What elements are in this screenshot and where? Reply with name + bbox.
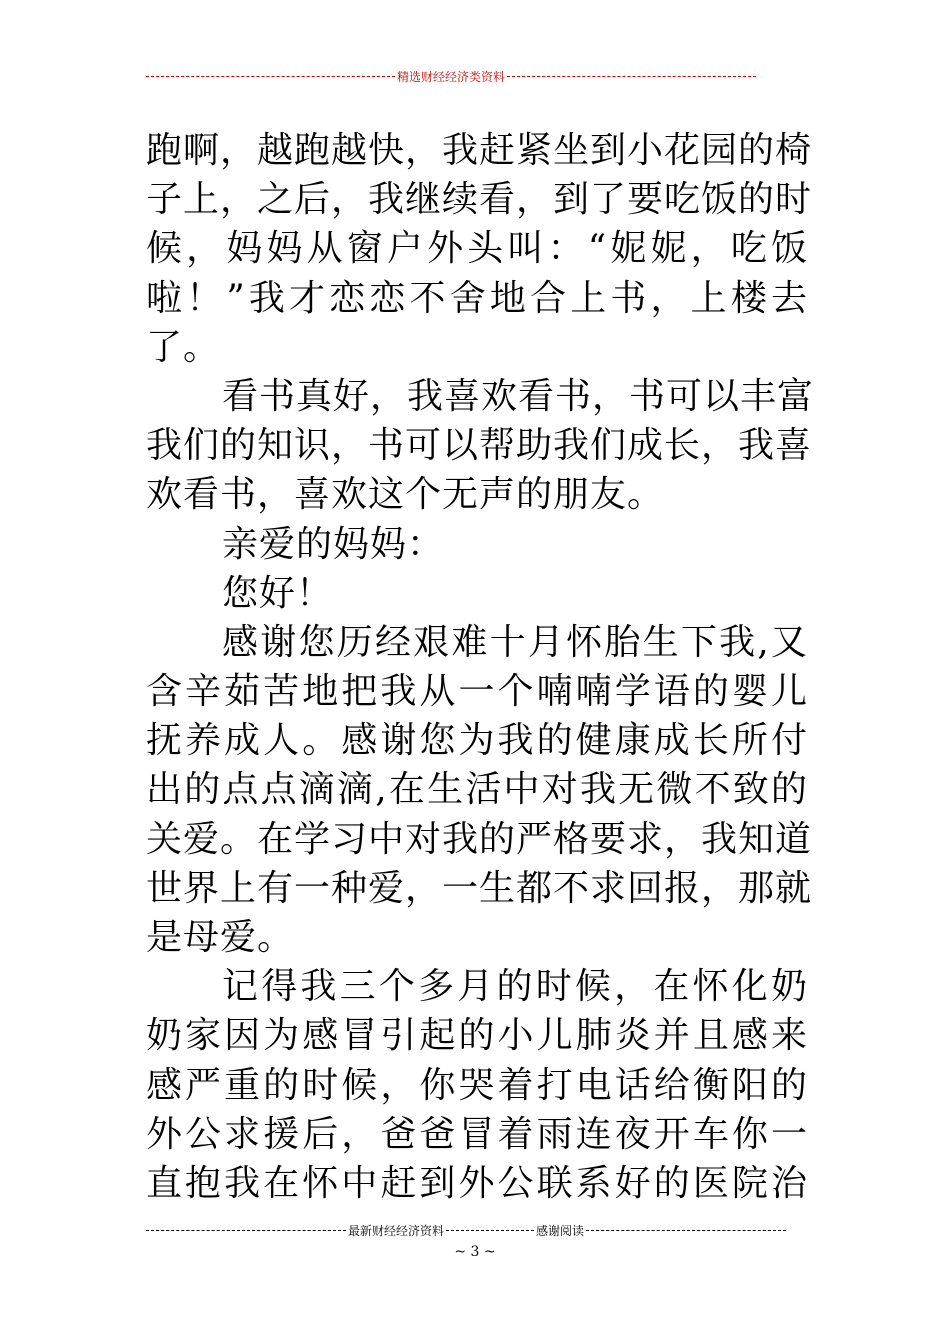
text-line: 跑啊，越跑越快，我赶紧坐到小花园的椅 xyxy=(146,130,813,171)
header-dash-left xyxy=(146,76,395,77)
header-title: 精选财经经济类资料 xyxy=(397,69,506,84)
footer-dash-left xyxy=(146,1230,346,1231)
text-line: 看书真好，我喜欢看书，书可以丰富 xyxy=(222,375,815,417)
text-line: 是母爱。 xyxy=(146,917,295,958)
text-line: 外公求援后，爸爸冒着雨连夜开车你一 xyxy=(146,1113,808,1155)
text-line: 含辛茹苦地把我从一个喃喃学语的婴儿 xyxy=(146,671,808,713)
text-line: 候，妈妈从窗户外头叫：“妮妮，吃饭 xyxy=(146,228,808,270)
footer-dash-middle xyxy=(446,1230,534,1231)
page-number: ~ 3 ~ xyxy=(454,1244,496,1260)
text-line: 啦！”我才恋恋不舍地合上书，上楼去 xyxy=(146,277,808,319)
text-line: 抚养成人。感谢您为我的健康成长所付 xyxy=(146,720,808,762)
footer-rule xyxy=(146,1220,786,1240)
text-line: 关爱。在学习中对我的严格要求，我知道 xyxy=(146,818,813,860)
greeting-line: 您好！ xyxy=(222,572,334,614)
footer-right-text: 感谢阅读 xyxy=(536,1223,585,1238)
text-line: 我们的知识，书可以帮助我们成长，我喜 xyxy=(146,425,813,467)
footer-left-text: 最新财经经济资料 xyxy=(347,1223,444,1238)
text-line: 世界上有一种爱，一生都不求回报，那就 xyxy=(146,867,813,909)
salutation-line: 亲爱的妈妈： xyxy=(222,523,445,565)
text-line: 欢看书，喜欢这个无声的朋友。 xyxy=(146,474,665,516)
text-line: 子上，之后，我继续看，到了要吃饭的时 xyxy=(146,179,813,221)
text-line: 感谢您历经艰难十月怀胎生下我,又 xyxy=(222,621,808,663)
text-line: 了。 xyxy=(146,326,221,368)
text-line: 出的点点滴滴,在生活中对我无微不致的 xyxy=(146,769,808,811)
header-rule xyxy=(146,66,756,86)
footer-dash-right xyxy=(586,1230,786,1231)
header-dash-right xyxy=(507,76,756,77)
text-line: 直抱我在怀中赶到外公联系好的医院治 xyxy=(146,1162,808,1204)
text-line: 感严重的时候，你哭着打电话给衡阳的 xyxy=(146,1064,808,1106)
text-line: 奶家因为感冒引起的小儿肺炎并且感来 xyxy=(146,1015,808,1057)
text-line: 记得我三个多月的时候，在怀化奶 xyxy=(222,966,808,1008)
document-body xyxy=(146,126,815,1208)
